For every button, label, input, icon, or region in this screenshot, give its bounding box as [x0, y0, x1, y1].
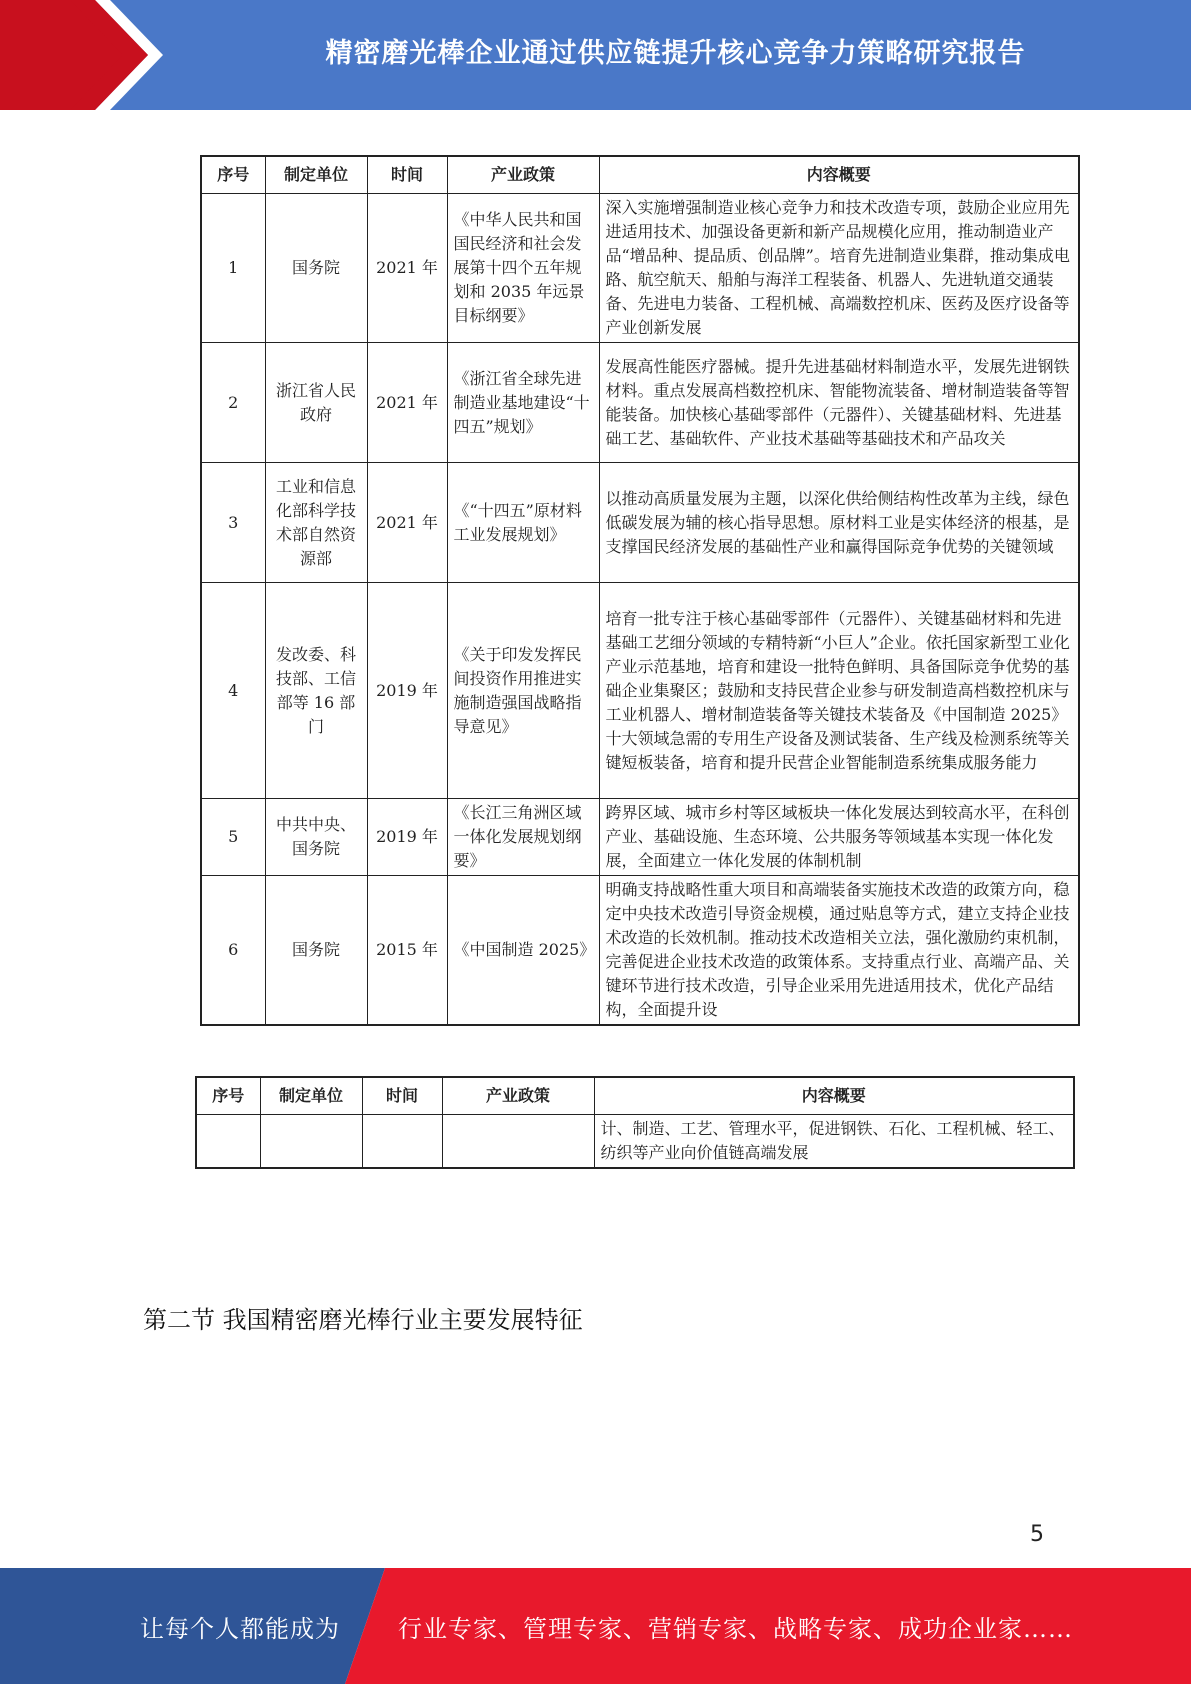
cell-summary: 培育一批专注于核心基础零部件（元器件）、关键基础材料和先进基础工艺细分领域的专精特新“小巨人”企业。依托国家新型工业化产业示范基地，培育和建设一批特色鲜明、具备国际竞争优势的基础企业集聚区；鼓励和支持民营企业参与研发制造高档数控机床与工业机器人、增材制造装备等关键技术装备及《中国制造 2025》十大领域急需的专用生产设备及测试装备、生产线及检测系统等关键短板装备，培育和提升民营企业智能制造系统集成服务能力: [599, 583, 1079, 799]
cell-unit: 中共中央、国务院: [265, 799, 367, 876]
header-year: 时间: [367, 156, 447, 194]
cell-no: [196, 1115, 260, 1169]
cell-unit: 浙江省人民政府: [265, 343, 367, 463]
cell-no: 2: [201, 343, 265, 463]
table-row: [201, 194, 1079, 343]
section-heading: 第二节 我国精密磨光棒行业主要发展特征: [143, 1306, 583, 1334]
cell-unit: 工业和信息化部科学技术部自然资源部: [265, 463, 367, 583]
cell-year: 2019 年: [367, 799, 447, 876]
cell-no: 5: [201, 799, 265, 876]
header-unit: 制定单位: [265, 156, 367, 194]
policy-table-continued: [195, 1076, 1075, 1169]
cell-year: 2021 年: [367, 463, 447, 583]
cell-summary: 以推动高质量发展为主题，以深化供给侧结构性改革为主线，绿色低碳发展为辅的核心指导思想。原材料工业是实体经济的根基，是支撑国民经济发展的基础性产业和赢得国际竞争优势的关键领域: [599, 463, 1079, 583]
table-row: [201, 799, 1079, 876]
cell-summary: 跨界区域、城市乡村等区域板块一体化发展达到较高水平，在科创产业、基础设施、生态环境、公共服务等领域基本实现一体化发展，全面建立一体化发展的体制机制: [599, 799, 1079, 876]
table-row: [201, 583, 1079, 799]
cell-unit: 国务院: [265, 876, 367, 1026]
cell-summary: 明确支持战略性重大项目和高端装备实施技术改造的政策方向，稳定中央技术改造引导资金规模，通过贴息等方式，建立支持企业技术改造的长效机制。推动技术改造相关立法，强化激励约束机制，完善促进企业技术改造的政策体系。支持重点行业、高端产品、关键环节进行技术改造，引导企业采用先进适用技术，优化产品结构，全面提升设: [599, 876, 1079, 1026]
cell-policy: 《浙江省全球先进制造业基地建设“十四五”规划》: [447, 343, 599, 463]
table-row: [201, 463, 1079, 583]
cell-year: [362, 1115, 442, 1169]
cell-no: 3: [201, 463, 265, 583]
cell-policy: [442, 1115, 594, 1169]
cell-summary: 发展高性能医疗器械。提升先进基础材料制造水平，发展先进钢铁材料。重点发展高档数控机床、智能物流装备、增材制造装备等智能装备。加快核心基础零部件（元器件）、关键基础材料、先进基础工艺、基础软件、产业技术基础等基础技术和产品攻关: [599, 343, 1079, 463]
cell-no: 1: [201, 194, 265, 343]
header-year: 时间: [362, 1077, 442, 1115]
footer-slogan-left: 让每个人都能成为: [140, 1614, 340, 1643]
cell-policy: 《“十四五”原材料工业发展规划》: [447, 463, 599, 583]
cell-policy: 《中国制造 2025》: [447, 876, 599, 1026]
cell-year: 2015 年: [367, 876, 447, 1026]
cell-year: 2021 年: [367, 194, 447, 343]
cell-no: 6: [201, 876, 265, 1026]
table-row: [196, 1115, 1074, 1169]
header-policy: 产业政策: [442, 1077, 594, 1115]
table-header-row: [201, 156, 1079, 194]
policy-table: [200, 155, 1080, 1026]
cell-unit: [260, 1115, 362, 1169]
cell-policy: 《关于印发发挥民间投资作用推进实施制造强国战略指导意见》: [447, 583, 599, 799]
cell-no: 4: [201, 583, 265, 799]
header-no: 序号: [196, 1077, 260, 1115]
table-row: [201, 876, 1079, 1026]
table-row: [201, 343, 1079, 463]
header-unit: 制定单位: [260, 1077, 362, 1115]
page-number: 5: [1030, 1522, 1044, 1547]
header-policy: 产业政策: [447, 156, 599, 194]
page-header: [0, 0, 1191, 110]
table-header-row: [196, 1077, 1074, 1115]
cell-summary: 计、制造、工艺、管理水平，促进钢铁、石化、工程机械、轻工、纺织等产业向价值链高端发展: [594, 1115, 1074, 1169]
report-title: 精密磨光棒企业通过供应链提升核心竞争力策略研究报告: [325, 37, 1026, 69]
cell-policy: 《长江三角洲区域一体化发展规划纲要》: [447, 799, 599, 876]
page-footer: [0, 1568, 1191, 1684]
cell-unit: 国务院: [265, 194, 367, 343]
header-summary: 内容概要: [599, 156, 1079, 194]
footer-slogan-right: 行业专家、管理专家、营销专家、战略专家、成功企业家……: [398, 1614, 1073, 1643]
header-summary: 内容概要: [594, 1077, 1074, 1115]
header-no: 序号: [201, 156, 265, 194]
cell-year: 2019 年: [367, 583, 447, 799]
cell-summary: 深入实施增强制造业核心竞争力和技术改造专项，鼓励企业应用先进适用技术、加强设备更新和新产品规模化应用，推动制造业产品“增品种、提品质、创品牌”。培育先进制造业集群，推动集成电路、航空航天、船舶与海洋工程装备、机器人、先进轨道交通装备、先进电力装备、工程机械、高端数控机床、医药及医疗设备等产业创新发展: [599, 194, 1079, 343]
cell-year: 2021 年: [367, 343, 447, 463]
cell-unit: 发改委、科技部、工信部等 16 部门: [265, 583, 367, 799]
cell-policy: 《中华人民共和国国民经济和社会发展第十四个五年规划和 2035 年远景目标纲要》: [447, 194, 599, 343]
